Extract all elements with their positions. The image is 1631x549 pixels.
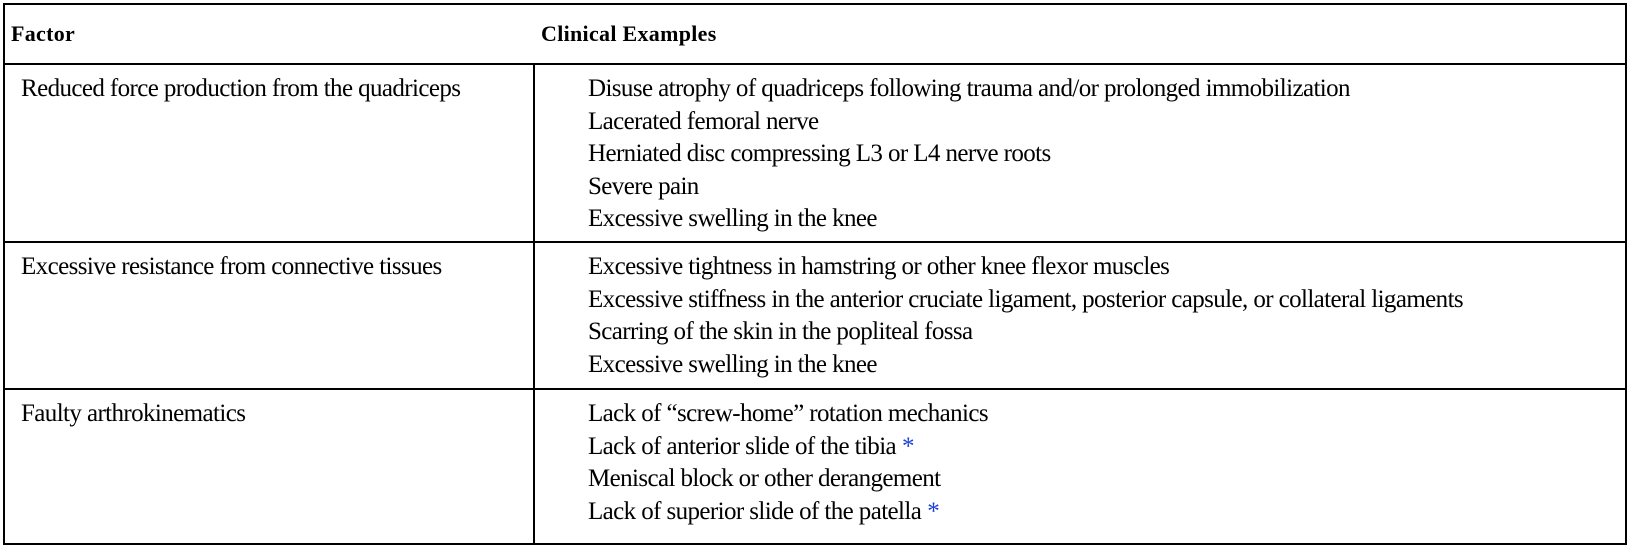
- footnote-asterisk-icon[interactable]: *: [902, 432, 914, 460]
- factor-cell: Faulty arthrokinematics: [21, 400, 246, 427]
- header-row: [5, 5, 1625, 63]
- clinical-example-text: Scarring of the skin in the popliteal fossa: [588, 318, 973, 345]
- clinical-example-text: Excessive stiffness in the anterior cruciate ligament, posterior capsule, or collateral ligaments: [588, 285, 1464, 313]
- clinical-factors-table: [3, 3, 1627, 545]
- examples-list: [588, 251, 1463, 381]
- clinical-example-item: [588, 398, 988, 431]
- header-clinical-examples: Clinical Examples: [541, 21, 717, 46]
- clinical-example-text: Lacerated femoral nerve: [588, 107, 819, 135]
- clinical-example-text: Lack of superior slide of the patella: [588, 497, 922, 525]
- header-factor: Factor: [11, 21, 76, 46]
- clinical-example-item: [588, 463, 988, 496]
- examples-list: [588, 73, 1350, 236]
- factor-cell: Excessive resistance from connective tissues: [21, 253, 442, 280]
- footnote-asterisk-icon[interactable]: *: [927, 497, 940, 525]
- clinical-example-item: [588, 349, 1463, 382]
- clinical-example-item: [588, 316, 1463, 349]
- clinical-example-text: Severe pain: [588, 172, 699, 200]
- clinical-example-item: [588, 251, 1463, 284]
- clinical-example-item: [588, 496, 988, 529]
- clinical-example-text: Excessive tightness in hamstring or other knee flexor muscles: [588, 253, 1170, 280]
- examples-list: [588, 398, 988, 528]
- clinical-example-item: [588, 431, 988, 464]
- clinical-example-text: Lack of anterior slide of the tibia: [588, 432, 897, 460]
- clinical-example-text: Excessive swelling in the knee: [588, 350, 877, 378]
- clinical-example-item: [588, 284, 1463, 317]
- clinical-example-item: [588, 106, 1350, 139]
- clinical-example-item: [588, 203, 1350, 236]
- table-row: [5, 388, 1625, 543]
- clinical-example-item: [588, 171, 1350, 204]
- clinical-example-text: Excessive swelling in the knee: [588, 205, 877, 232]
- clinical-example-item: [588, 73, 1350, 106]
- table-row: [5, 241, 1625, 388]
- clinical-example-item: [588, 138, 1350, 171]
- clinical-example-text: Lack of “screw-home” rotation mechanics: [588, 400, 989, 427]
- clinical-example-text: Disuse atrophy of quadriceps following trauma and/or prolonged immobilization: [588, 75, 1350, 102]
- factor-cell: Reduced force production from the quadriceps: [21, 75, 461, 102]
- table-row: [5, 63, 1625, 241]
- clinical-example-text: Herniated disc compressing L3 or L4 nerve roots: [588, 140, 1051, 167]
- clinical-example-text: Meniscal block or other derangement: [588, 465, 941, 492]
